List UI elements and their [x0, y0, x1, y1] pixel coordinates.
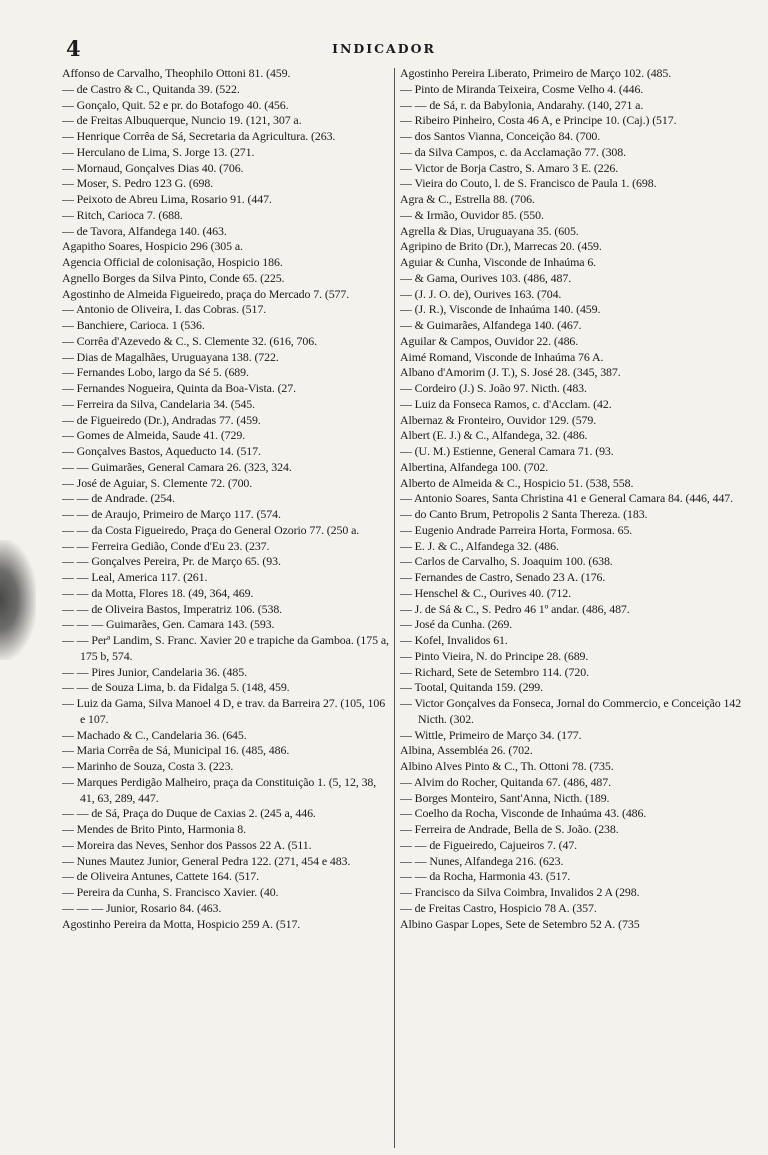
- directory-entry: — Ferreira da Silva, Candelaria 34. (545.: [62, 396, 256, 411]
- directory-entry: — — Perª Landim, S. Franc. Xavier 20 e trapiche da Gamboa. (175 a, 175 b, 574.: [62, 633, 389, 663]
- directory-entry: — — — Guimarães, Gen. Camara 143. (593.: [62, 617, 275, 632]
- directory-entry: — Henrique Corrêa de Sá, Secretaria da Agricultura. (263.: [62, 129, 336, 143]
- right-column: [400, 66, 744, 1151]
- directory-entry: Agapitho Soares, Hospicio 296 (305 a.: [62, 239, 243, 254]
- directory-entry: — Mendes de Brito Pinto, Harmonia 8.: [62, 822, 246, 836]
- directory-entry: Agostinho Pereira Liberato, Primeiro de Março 102. (485.: [400, 66, 672, 80]
- directory-entry: — Cordeiro (J.) S. João 97. Nicth. (483.: [400, 381, 587, 395]
- directory-entry: Agencia Official de colonisação, Hospicio 186.: [62, 255, 283, 269]
- directory-entry: — de Freitas Albuquerque, Nuncio 19. (121, 307 a.: [62, 113, 302, 128]
- directory-entry: — — Guimarães, General Camara 26. (323, 324.: [62, 459, 292, 474]
- directory-entry: — Mornaud, Gonçalves Dias 40. (706.: [62, 160, 244, 175]
- directory-entry: — de Figueiredo (Dr.), Andradas 77. (459.: [62, 412, 261, 427]
- directory-entry: — Borges Monteiro, Sant'Anna, Nicth. (189.: [400, 790, 610, 805]
- directory-entry: — Moser, S. Pedro 123 G. (698.: [62, 176, 214, 191]
- directory-entry: — Marinho de Souza, Costa 3. (223.: [62, 759, 234, 773]
- directory-entry: — José de Aguiar, S. Clemente 72. (700.: [62, 475, 253, 490]
- directory-entry: — Herculano de Lima, S. Jorge 13. (271.: [62, 144, 255, 159]
- directory-entry: Agostinho Pereira da Motta, Hospicio 259 A. (517.: [62, 916, 301, 931]
- directory-entry: — — de Sá, Praça do Duque de Caxias 2. (245 a, 446.: [62, 806, 316, 821]
- directory-entry: Albina, Assembléa 26. (702.: [400, 743, 533, 758]
- directory-entry: — Eugenio Andrade Parreira Horta, Formosa. 65.: [400, 522, 633, 537]
- directory-entry: — Victor Gonçalves da Fonseca, Jornal do Commercio, e Conceição 142 Nicth. (302.: [400, 696, 742, 726]
- directory-entry: — — Nunes, Alfandega 216. (623.: [400, 853, 564, 868]
- directory-entry: — Maria Corrêa de Sá, Municipal 16. (485, 486.: [62, 743, 290, 758]
- directory-entry: — Pinto de Miranda Teixeira, Cosme Velho 4. (446.: [400, 81, 644, 96]
- directory-entry: Aguilar & Campos, Ouvidor 22. (486.: [400, 333, 579, 348]
- directory-entry: — Pinto Vieira, N. do Principe 28. (689.: [400, 648, 589, 663]
- directory-entry: — — de Oliveira Bastos, Imperatriz 106. (538.: [62, 601, 283, 616]
- directory-entry: — Fernandes Lobo, largo da Sé 5. (689.: [62, 365, 249, 380]
- directory-entry: Affonso de Carvalho, Theophilo Ottoni 81. (459.: [62, 66, 291, 80]
- directory-entry: Albert (E. J.) & C., Alfandega, 32. (486.: [400, 428, 588, 443]
- directory-entry: — (U. M.) Estienne, General Camara 71. (93.: [400, 444, 614, 458]
- directory-entry: — Kofel, Invalidos 61.: [400, 633, 508, 647]
- directory-entry: — Machado & C., Candelaria 36. (645.: [62, 727, 247, 742]
- directory-entry: — Banchiere, Carioca. 1 (536.: [62, 318, 205, 332]
- directory-entry: — de Oliveira Antunes, Cattete 164. (517.: [62, 869, 260, 884]
- page-number: 4: [66, 36, 81, 61]
- directory-entry: — Ferreira de Andrade, Bella de S. João. (238.: [400, 822, 619, 836]
- directory-entry: — Wittle, Primeiro de Março 34. (177.: [400, 727, 582, 742]
- directory-entry: — Nunes Mautez Junior, General Pedra 122. (271, 454 e 483.: [62, 853, 351, 868]
- directory-entry: — — de Andrade. (254.: [62, 491, 175, 506]
- directory-entry: — Coelho da Rocha, Visconde de Inhaúma 43. (486.: [400, 806, 647, 821]
- directory-entry: — José da Cunha. (269.: [400, 617, 513, 632]
- directory-entry: — Gomes de Almeida, Saude 41. (729.: [62, 428, 246, 443]
- directory-entry: — (J. J. O. de), Ourives 163. (704.: [400, 286, 562, 301]
- directory-entry: — Ribeiro Pinheiro, Costa 46 A, e Principe 10. (Caj.) (517.: [400, 113, 677, 128]
- directory-entry: Albernaz & Fronteiro, Ouvidor 129. (579.: [400, 412, 597, 427]
- directory-entry: — — Leal, America 117. (261.: [62, 570, 208, 584]
- directory-entry: — Antonio de Oliveira, I. das Cobras. (517.: [62, 302, 267, 317]
- running-title: INDICADOR: [332, 41, 436, 56]
- directory-entry: — Francisco da Silva Coimbra, Invalidos 2 A (298.: [400, 885, 640, 899]
- directory-entry: — & Guimarães, Alfandega 140. (467.: [400, 318, 582, 332]
- directory-entry: Agostinho de Almeida Figueiredo, praça do Mercado 7. (577.: [62, 286, 350, 301]
- directory-entry: — Gonçalo, Quit. 52 e pr. do Botafogo 40. (456.: [62, 97, 289, 112]
- directory-entry: — Pereira da Cunha, S. Francisco Xavier. (40.: [62, 885, 279, 899]
- directory-entry: — — — Junior, Rosario 84. (463.: [62, 900, 222, 915]
- directory-entry: — — Ferreira Gedião, Conde d'Eu 23. (237.: [62, 538, 270, 553]
- directory-entry: Agrella & Dias, Uruguayana 35. (605.: [400, 223, 579, 238]
- directory-entry: — Antonio Soares, Santa Christina 41 e General Camara 84. (446, 447.: [400, 491, 734, 506]
- column-divider: [394, 68, 395, 1148]
- directory-entry: — Fernandes Nogueira, Quinta da Boa-Vista. (27.: [62, 381, 296, 395]
- directory-entry: — Tootal, Quitanda 159. (299.: [400, 680, 544, 695]
- directory-entry: Agripino de Brito (Dr.), Marrecas 20. (459.: [400, 239, 602, 254]
- directory-entry: Agra & C., Estrella 88. (706.: [400, 192, 535, 206]
- directory-entry: Albertina, Alfandega 100. (702.: [400, 459, 549, 474]
- directory-entry: Albino Alves Pinto & C., Th. Ottoni 78. (735.: [400, 759, 614, 773]
- directory-entry: — J. de Sá & C., S. Pedro 46 1º andar. (486, 487.: [400, 601, 630, 616]
- directory-entry: — — Gonçalves Pereira, Pr. de Março 65. (93.: [62, 554, 281, 569]
- directory-entry: — — de Souza Lima, b. da Fidalga 5. (148, 459.: [62, 680, 290, 695]
- directory-entry: — & Irmão, Ouvidor 85. (550.: [400, 207, 544, 222]
- directory-entry: — — de Figueiredo, Cajueiros 7. (47.: [400, 837, 578, 852]
- directory-entry: — Vieira do Couto, l. de S. Francisco de Paula 1. (698.: [400, 176, 657, 191]
- directory-entry: — Gonçalves Bastos, Aqueducto 14. (517.: [62, 444, 261, 458]
- directory-entry: — de Freitas Castro, Hospicio 78 A. (357.: [400, 900, 597, 915]
- directory-entry: — (J. R.), Visconde de Inhaúma 140. (459.: [400, 302, 601, 317]
- directory-entry: — — da Costa Figueiredo, Praça do General Ozorio 77. (250 a.: [62, 522, 360, 537]
- left-column: [62, 66, 391, 1151]
- directory-entry: — — de Araujo, Primeiro de Março 117. (574.: [62, 507, 281, 521]
- directory-entry: — Henschel & C., Ourives 40. (712.: [400, 585, 571, 600]
- directory-entry: — Luiz da Fonseca Ramos, c. d'Acclam. (42.: [400, 396, 612, 411]
- directory-entry: Agnello Borges da Silva Pinto, Conde 65. (225.: [62, 270, 285, 285]
- directory-entry: — & Gama, Ourives 103. (486, 487.: [400, 270, 572, 285]
- directory-entry: — — da Rocha, Harmonia 43. (517.: [400, 869, 571, 884]
- directory-entry: — Moreira das Neves, Senhor dos Passos 22 A. (511.: [62, 837, 312, 852]
- directory-entry: — — de Sá, r. da Babylonia, Andarahy. (140, 271 a.: [400, 97, 644, 112]
- directory-entry: Albano d'Amorim (J. T.), S. José 28. (345, 387.: [400, 365, 621, 380]
- directory-entry: — do Canto Brum, Petropolis 2 Santa Thereza. (183.: [400, 507, 648, 521]
- directory-entry: — Victor de Borja Castro, S. Amaro 3 E. (226.: [400, 160, 619, 175]
- directory-entry: — Richard, Sete de Setembro 114. (720.: [400, 664, 589, 679]
- directory-entry: — da Silva Campos, c. da Acclamação 77. (308.: [400, 144, 626, 159]
- directory-entry: Albino Gaspar Lopes, Sete de Setembro 52 A. (735: [400, 916, 640, 931]
- directory-entry: — de Castro & C., Quitanda 39. (522.: [62, 81, 240, 96]
- directory-entry: — — da Motta, Flores 18. (49, 364, 469.: [62, 585, 254, 600]
- directory-entry: — Peixoto de Abreu Lima, Rosario 91. (447.: [62, 192, 272, 206]
- directory-entry: Aimé Romand, Visconde de Inhaúma 76 A.: [400, 349, 604, 364]
- directory-entry: — Luiz da Gama, Silva Manoel 4 D, e trav. da Barreira 27. (105, 106 e 107.: [62, 696, 386, 726]
- directory-entry: — Carlos de Carvalho, S. Joaquim 100. (638.: [400, 554, 613, 569]
- directory-entry: — E. J. & C., Alfandega 32. (486.: [400, 538, 559, 553]
- directory-entry: — Fernandes de Castro, Senado 23 A. (176.: [400, 570, 606, 584]
- directory-entry: — Ritch, Carioca 7. (688.: [62, 207, 183, 222]
- directory-entry: Alberto de Almeida & C., Hospicio 51. (538, 558.: [400, 475, 634, 490]
- directory-entry: — dos Santos Vianna, Conceição 84. (700.: [400, 129, 601, 143]
- directory-entry: — de Tavora, Alfandega 140. (463.: [62, 223, 227, 238]
- directory-entry: — Corrêa d'Azevedo & C., S. Clemente 32. (616, 706.: [62, 333, 317, 348]
- directory-entry: — Marques Perdigão Malheiro, praça da Constituição 1. (5, 12, 38, 41, 63, 289, 447.: [62, 774, 377, 805]
- directory-entry: — Dias de Magalhães, Uruguayana 138. (722.: [62, 349, 279, 364]
- directory-entry: — — Pires Junior, Candelaria 36. (485.: [62, 664, 247, 679]
- directory-entry: — Alvim do Rocher, Quitanda 67. (486, 487.: [400, 774, 611, 789]
- margin-stain: [0, 540, 36, 660]
- directory-entry: Aguiar & Cunha, Visconde de Inhaúma 6.: [400, 255, 597, 269]
